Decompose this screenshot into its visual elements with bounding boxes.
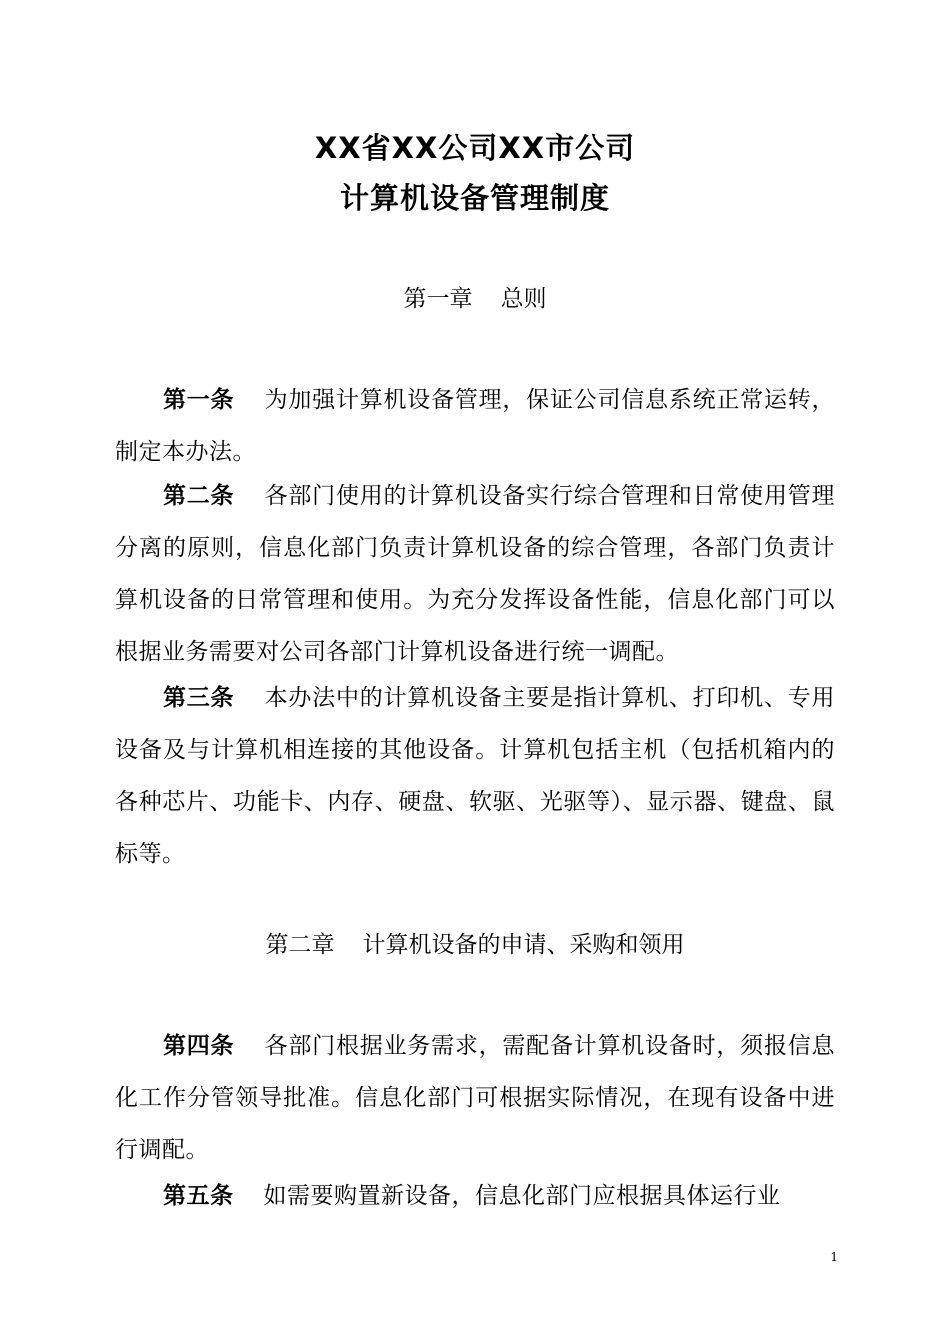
article-label: 第五条 [163, 1183, 234, 1209]
article-label: 第二条 [163, 483, 235, 509]
chapter-name: 计算机设备的申请、采购和领用 [362, 932, 685, 958]
chapter-heading-1 [0, 284, 950, 314]
document-title-line-1: XX省XX公司XX市公司 [314, 131, 636, 165]
article-label: 第四条 [163, 1033, 235, 1059]
article-text: 为加强计算机设备管理，保证公司信息系统正常运转，制定本办法。 [115, 387, 836, 465]
chapter-name: 总则 [500, 286, 547, 312]
article-label: 第三条 [163, 685, 235, 711]
article-text: 各部门根据业务需求，需配备计算机设备时，须报信息化工作分管领导批准。信息化部门可根据实际情况，在现有设备中进行调配。 [115, 1033, 836, 1163]
chapter-number: 第二章 [265, 932, 335, 958]
article-text: 各部门使用的计算机设备实行综合管理和日常使用管理分离的原则，信息化部门负责计算机设备的综合管理，各部门负责计算机设备的日常管理和使用。为充分发挥设备性能，信息化部门可以根据业务需要对公司各部门计算机设备进行统一调配。 [115, 483, 836, 665]
article-4 [115, 1020, 835, 1176]
article-text: 如需要购置新设备，信息化部门应根据具体运行业 [263, 1183, 781, 1209]
chapter-heading-2 [0, 930, 950, 960]
page-number: 1 [830, 1250, 838, 1264]
document-title-line-2: 计算机设备管理制度 [339, 181, 610, 215]
article-2 [115, 470, 835, 678]
article-5 [115, 1170, 835, 1222]
article-text: 本办法中的计算机设备主要是指计算机、打印机、专用设备及与计算机相连接的其他设备。计算机包括主机（包括机箱内的各种芯片、功能卡、内存、硬盘、软驱、光驱等）、显示器、键盘、鼠标等。 [115, 685, 836, 867]
article-3 [115, 672, 835, 880]
chapter-number: 第一章 [403, 286, 473, 312]
article-1 [115, 374, 835, 478]
article-label: 第一条 [163, 387, 235, 413]
